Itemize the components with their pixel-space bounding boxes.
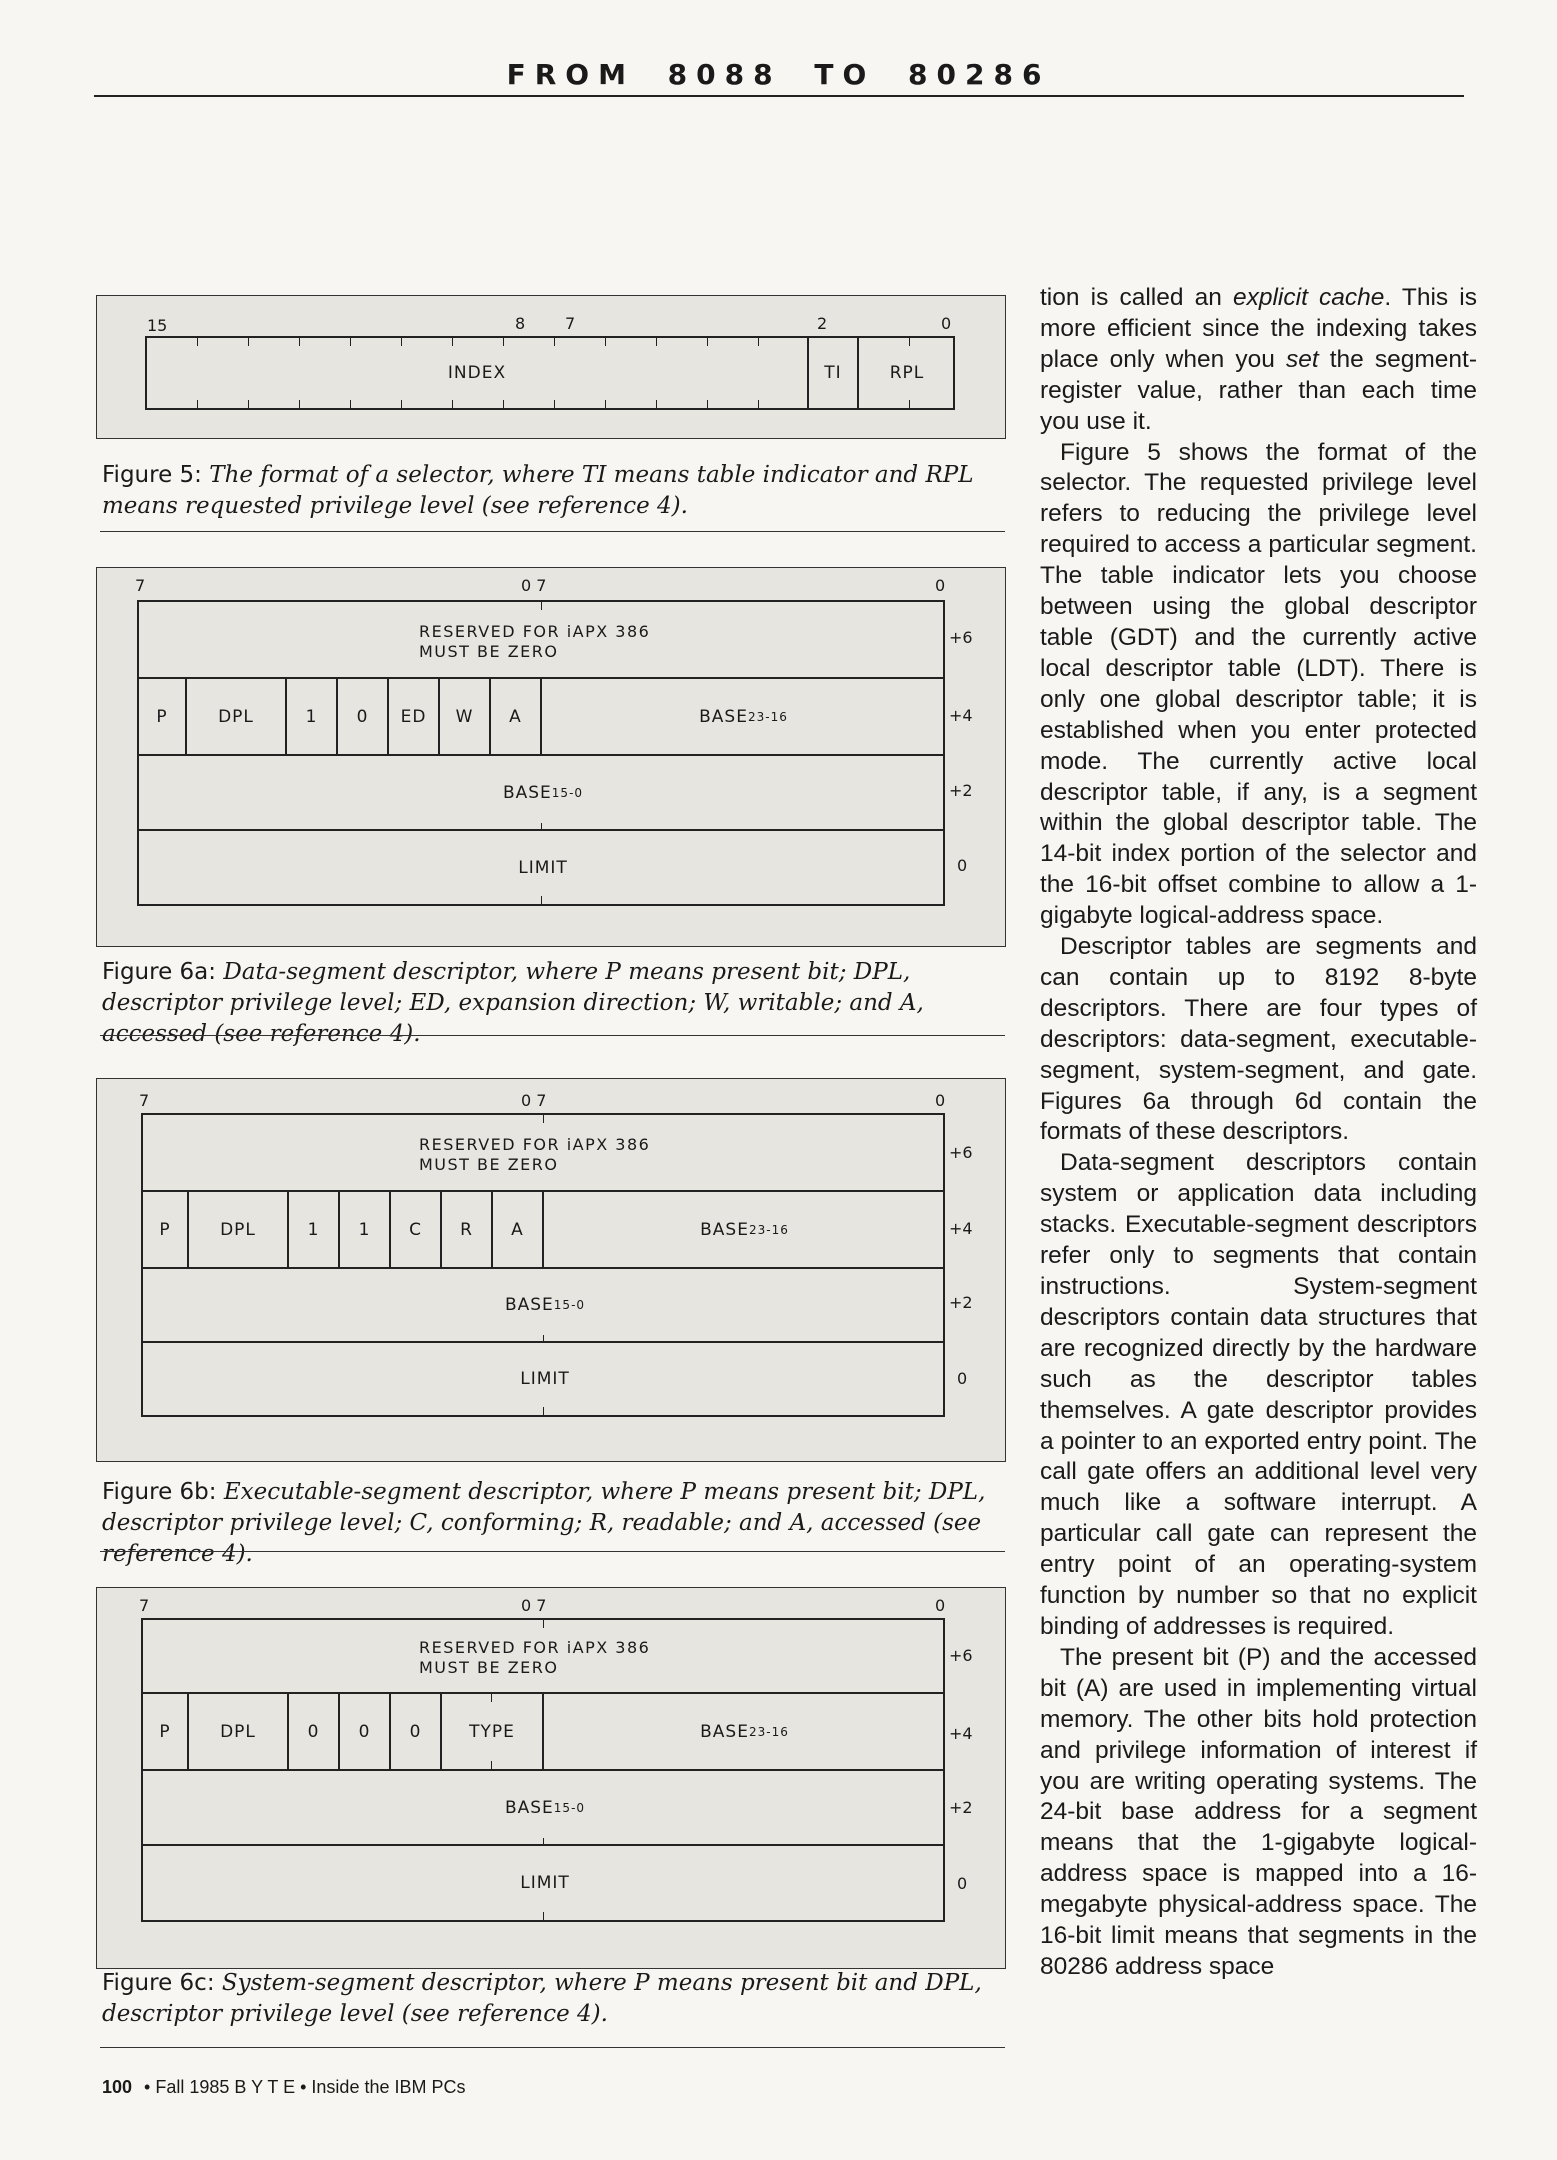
field-c: C xyxy=(409,1219,422,1240)
offset-4: +4 xyxy=(949,706,973,725)
field-a: A xyxy=(511,1219,524,1240)
footer-text: • Fall 1985 B Y T E • Inside the IBM PCs xyxy=(144,2077,466,2097)
paragraph-2: Figure 5 shows the format of the selector. The requested privilege level refers to reducing the privilege level required to access a particular segment. The table indicator lets you choose between using the global descriptor table (GDT) and the currently active local descriptor table (LDT). There is only one global descriptor table; it is established when you enter protected mode. The currently active local descriptor table, if any, is a segment within the global descriptor table. The 14-bit index portion of the selector and the 16-bit offset combine to allow a 1-gigabyte logical-address space. xyxy=(1040,438,1477,930)
field-a: A xyxy=(509,706,522,727)
caption-text: Data-segment descriptor, where P means present bit; DPL, descriptor privilege level; ED, expansion direction; W, writable; and A, accessed (see reference 4). xyxy=(102,959,924,1047)
field-limit: LIMIT xyxy=(520,1369,570,1389)
figure-6a-caption xyxy=(102,957,1002,1050)
figure-6c-caption xyxy=(102,1968,1002,2030)
caption-text: The format of a selector, where TI means table indicator and RPL means requested privilege level (see reference 4). xyxy=(102,462,974,519)
descriptor-6b xyxy=(141,1113,945,1417)
field-r: R xyxy=(460,1219,473,1240)
caption-text: System-segment descriptor, where P means present bit and DPL, descriptor privilege level (see reference 4). xyxy=(102,1970,982,2027)
paragraph-5: The present bit (P) and the accessed bit (A) are used in implementing virtual memory. The other bits hold protection and privilege information of interest if you are writing operating systems. The 24-bit base address for a segment means that the 1-gigabyte logical-address space is mapped into a 16-megabyte physical-address space. The 16-bit limit means that segments in the 80286 address space xyxy=(1040,1643,1477,1980)
field-bit-1: 1 xyxy=(305,706,318,727)
figure-rule xyxy=(100,1035,1005,1036)
reserved-line-2: MUST BE ZERO xyxy=(419,1658,559,1677)
field-base-15-0 xyxy=(143,1269,947,1341)
field-index: INDEX xyxy=(447,363,507,383)
field-bit-1b: 1 xyxy=(358,1219,371,1240)
field-limit: LIMIT xyxy=(520,1873,570,1893)
offset-0: 0 xyxy=(957,1874,968,1893)
field-bit-0b: 0 xyxy=(358,1721,371,1742)
page-footer xyxy=(102,2077,465,2098)
offset-2: +2 xyxy=(949,1798,973,1817)
figure-rule xyxy=(100,1551,1005,1552)
bit-0-7: 0 7 xyxy=(521,1596,547,1615)
bit-0-right: 0 xyxy=(935,1091,946,1110)
field-bit-0c: 0 xyxy=(409,1721,422,1742)
p1-text-c: . This is more efficient since the indexing takes place only when you xyxy=(1040,284,1477,373)
offset-4: +4 xyxy=(949,1724,973,1743)
field-base-15-0 xyxy=(139,756,947,829)
base-hi-sub: 23-16 xyxy=(747,709,788,724)
field-dpl: DPL xyxy=(218,706,254,727)
body-text-column xyxy=(1040,283,1477,1983)
bit-2: 2 xyxy=(817,314,828,333)
paragraph-3: Descriptor tables are segments and can contain up to 8192 8-byte descriptors. There are four types of descriptors: data-segment, executable-segment, system-segment, and gate. Figures 6a through 6d contain the formats of these descriptors. xyxy=(1040,933,1477,1146)
base-lo-text: BASE xyxy=(504,1797,554,1818)
offset-0: 0 xyxy=(957,1369,968,1388)
bit-7-left: 7 xyxy=(139,1091,150,1110)
bit-0: 0 xyxy=(941,314,952,333)
base-hi-text: BASE xyxy=(699,706,748,727)
caption-text: Executable-segment descriptor, where P means present bit; DPL, descriptor privilege level; C, conforming; R, readable; and A, accessed (see reference 4). xyxy=(102,1479,986,1567)
field-ed: ED xyxy=(400,706,427,727)
base-lo-sub: 15-0 xyxy=(553,1298,586,1312)
figure-6c xyxy=(96,1587,1006,1969)
descriptor-6a xyxy=(137,600,945,906)
base-lo-sub: 15-0 xyxy=(553,1800,586,1815)
selector-register xyxy=(145,336,955,410)
bit-0-7: 0 7 xyxy=(521,1091,547,1110)
bit-0-7: 0 7 xyxy=(521,576,547,595)
base-hi-text: BASE xyxy=(700,1721,749,1742)
p1-italic-explicit-cache: explicit cache xyxy=(1232,284,1385,311)
caption-label: Figure 5: xyxy=(102,462,202,488)
figure-5 xyxy=(96,295,1006,439)
running-header: FROM 8088 TO 80286 xyxy=(506,58,1051,91)
figure-rule xyxy=(100,531,1005,532)
bit-7-left: 7 xyxy=(139,1596,150,1615)
reserved-line-2: MUST BE ZERO xyxy=(419,642,559,661)
reserved-line-1: RESERVED FOR iAPX 386 xyxy=(419,622,651,641)
base-lo-text: BASE xyxy=(502,782,552,803)
field-type: TYPE xyxy=(469,1721,515,1742)
base-hi-text: BASE xyxy=(700,1219,749,1240)
p1-italic-set: set xyxy=(1285,345,1319,373)
field-dpl: DPL xyxy=(220,1721,256,1742)
figure-6a xyxy=(96,567,1006,947)
field-base-15-0 xyxy=(143,1771,947,1844)
bit-0-right: 0 xyxy=(935,1596,946,1615)
figure-rule xyxy=(100,2047,1005,2048)
field-base-23-16 xyxy=(544,1694,945,1769)
base-hi-sub: 23-16 xyxy=(748,1724,789,1739)
p1-text-e: the segment-register value, rather than each time you use it. xyxy=(1040,345,1477,435)
offset-0: 0 xyxy=(957,856,968,875)
field-dpl: DPL xyxy=(220,1219,256,1240)
caption-label: Figure 6a: xyxy=(102,959,217,985)
figure-6b xyxy=(96,1078,1006,1462)
offset-6: +6 xyxy=(949,628,973,647)
reserved-line-1: RESERVED FOR iAPX 386 xyxy=(419,1135,651,1154)
field-limit: LIMIT xyxy=(518,857,568,878)
field-bit-1a: 1 xyxy=(307,1219,320,1240)
field-w: W xyxy=(455,706,474,727)
bit-7: 7 xyxy=(565,314,576,333)
bit-8: 8 xyxy=(515,314,526,333)
bit-7-left: 7 xyxy=(135,576,146,595)
offset-6: +6 xyxy=(949,1646,973,1665)
field-bit-0: 0 xyxy=(356,706,369,727)
paragraph-4: Data-segment descriptors contain system or application data including stacks. Executable-segment descriptors refer only to segments that contain instructions. System-segment descriptors contain data structures that are recognized directly by the hardware such as the descriptor tables themselves. A gate descriptor provides a pointer to an exported entry point. The call gate offers an additional level very much like a software interrupt. A particular call gate can represent the entry point of an operating-system function by number so that no explicit binding of addresses is required. xyxy=(1040,1149,1477,1640)
paragraph-1 xyxy=(1040,283,1477,438)
header-rule xyxy=(94,95,1464,97)
base-hi-sub: 23-16 xyxy=(748,1222,789,1237)
figure-6b-caption xyxy=(102,1477,1002,1570)
p1-text-a: tion is called an xyxy=(1040,284,1233,311)
base-lo-text: BASE xyxy=(504,1295,554,1315)
offset-6: +6 xyxy=(949,1143,973,1162)
bit-15: 15 xyxy=(147,316,168,335)
offset-2: +2 xyxy=(949,1293,973,1312)
field-p: P xyxy=(159,1721,171,1742)
base-lo-sub: 15-0 xyxy=(551,785,584,800)
caption-label: Figure 6b: xyxy=(102,1479,217,1505)
page-number: 100 xyxy=(102,2077,133,2097)
field-p: P xyxy=(159,1219,171,1240)
caption-label: Figure 6c: xyxy=(102,1970,215,1996)
field-base-23-16 xyxy=(544,1192,945,1267)
figure-5-caption xyxy=(102,460,1002,522)
reserved-line-2: MUST BE ZERO xyxy=(419,1155,559,1174)
reserved-line-1: RESERVED FOR iAPX 386 xyxy=(419,1638,651,1657)
field-ti: TI xyxy=(824,363,842,383)
field-rpl: RPL xyxy=(889,363,925,383)
field-bit-0a: 0 xyxy=(307,1721,320,1742)
field-base-23-16 xyxy=(542,679,945,754)
offset-2: +2 xyxy=(949,781,973,800)
offset-4: +4 xyxy=(949,1219,973,1238)
field-p: P xyxy=(156,706,168,727)
bit-0-right: 0 xyxy=(935,576,946,595)
descriptor-6c xyxy=(141,1618,945,1922)
